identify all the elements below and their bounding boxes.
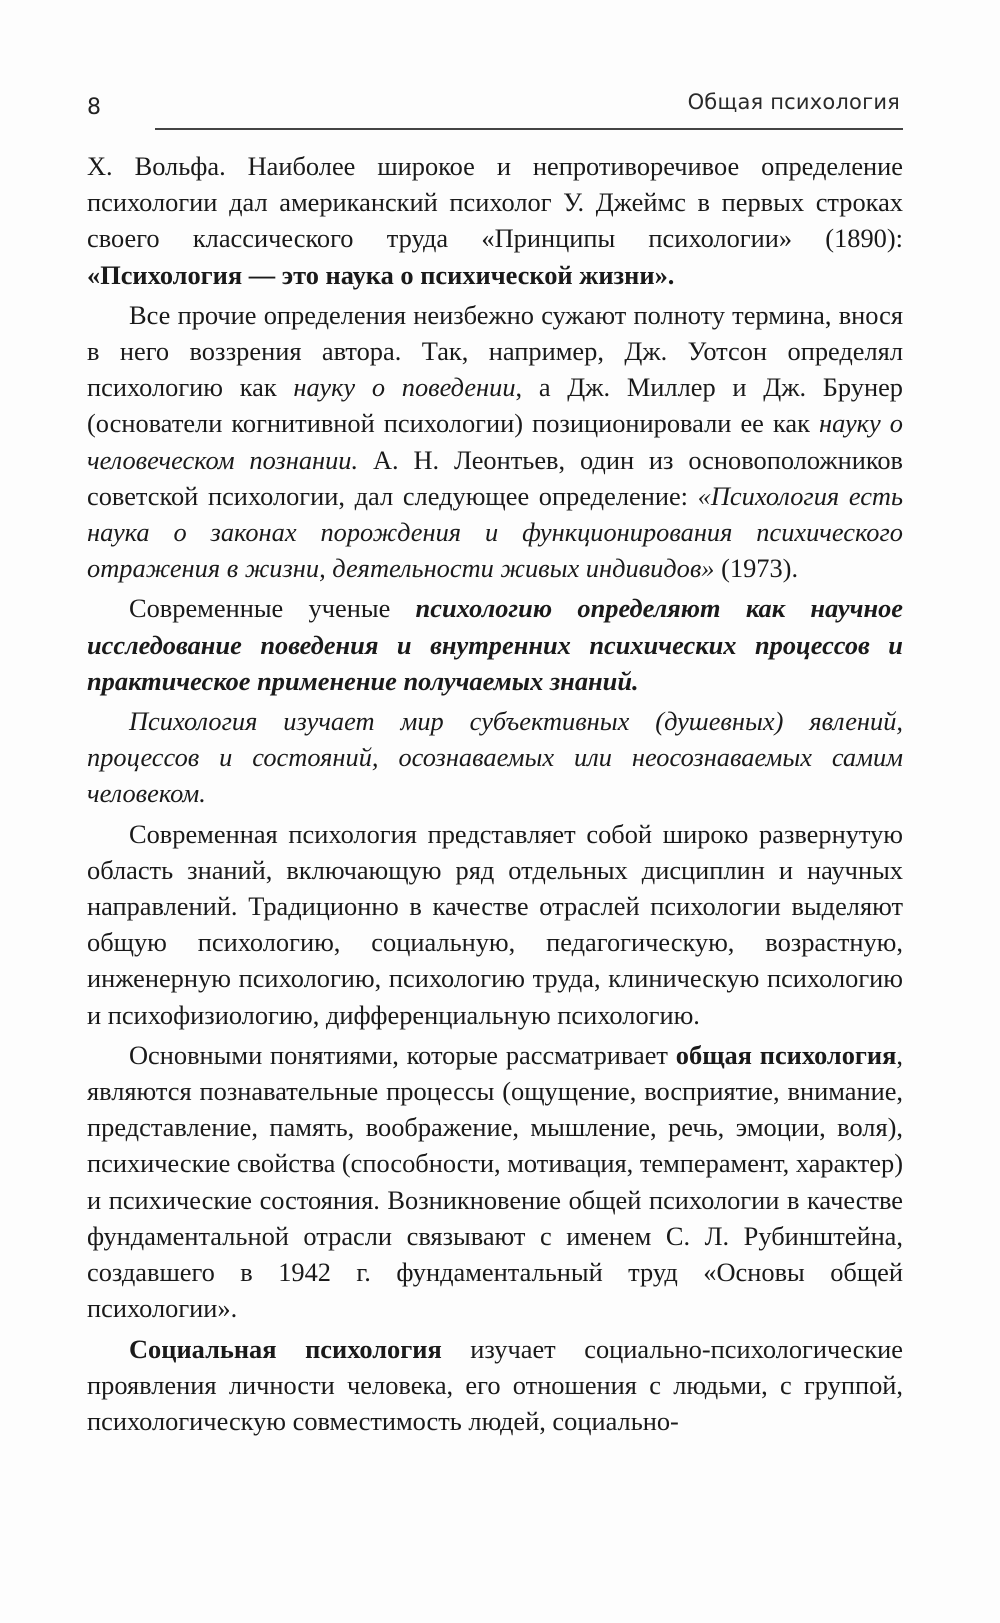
paragraph [87, 297, 903, 587]
page-number: 8 [87, 95, 101, 120]
paragraph [87, 1331, 903, 1440]
text-run: Все прочие определения неизбежно сужают полноту термина, внося в него воззрения автора. Так, например, Дж. Уотсон определял психологию как [87, 299, 903, 403]
bold-text-run: «Психология — это наука о психической жизни». [87, 259, 675, 290]
italic-text-run: науку о поведении [293, 372, 516, 403]
bold-italic-text-run: психологию определяют как научное исследование поведения и внутренних психических процессов и практическое применение получаемых знаний. [87, 593, 904, 696]
paragraph [87, 1037, 903, 1327]
bold-text-run: общая психология [675, 1039, 897, 1070]
bold-text-run: Социальная психология [129, 1333, 442, 1364]
header-rule [155, 128, 903, 130]
italic-text-run: Психология изучает мир субъективных (душевных) явлений, процессов и состояний, осознаваемых или неосознаваемых самим человеком. [87, 706, 903, 809]
text-run: Современная психология представляет собой широко развернутую область знаний, включающую ряд отдельных дисциплин и научных направлений. Традиционно в качестве отраслей психологии выделяют общую психологию, социальную, педагогическую, возрастную, инженерную психологию, психологию труда, клиническую психологию и психофизиологию, дифференциальную психологию. [87, 818, 903, 1030]
body-text [87, 148, 903, 1443]
italic-text-run: науку о человеческом познании. [87, 408, 903, 475]
text-run: (1973). [714, 553, 799, 584]
paragraph [87, 703, 903, 812]
text-run: Современные ученые [129, 593, 416, 624]
italic-text-run: «Психология есть наука о законах порождения и функционирования психического отражения в жизни, деятельности живых индивидов» [87, 480, 903, 584]
paragraph [87, 816, 903, 1033]
text-run: , являются познавательные процессы (ощущение, восприятие, внимание, представление, память, воображение, мышление, речь, эмоции, воля), психические свойства (способности, мотивация, темперамент, характер) и психические состояния. Возникновение общей психологии в качестве фундаментальной отрасли связывают с именем С. Л. Рубинштейна, создавшего в 1942 г. фундаментальный труд «Основы общей психологии». [87, 1039, 903, 1324]
text-run: , а Дж. Миллер и Дж. Брунер (основатели когнитивной психологии) позиционировали ее как [87, 372, 903, 439]
text-run: А. Н. Леонтьев, один из основоположников советской психологии, дал следующее определение: [87, 444, 903, 511]
paragraph [87, 148, 903, 293]
text-run: Основными понятиями, которые рассматривает [129, 1039, 676, 1070]
paragraph [87, 590, 903, 699]
running-head-title: Общая психология [687, 90, 900, 114]
text-run: изучает социально-психологические проявления личности человека, его отношения с людьми, с группой, психологическую совместимость людей, социально- [87, 1333, 903, 1436]
text-run: Х. Вольфа. Наиболее широкое и непротиворечивое определение психологии дал американский психолог У. Джеймс в первых строках своего классического труда «Принципы психологии» (1890): [87, 151, 903, 254]
